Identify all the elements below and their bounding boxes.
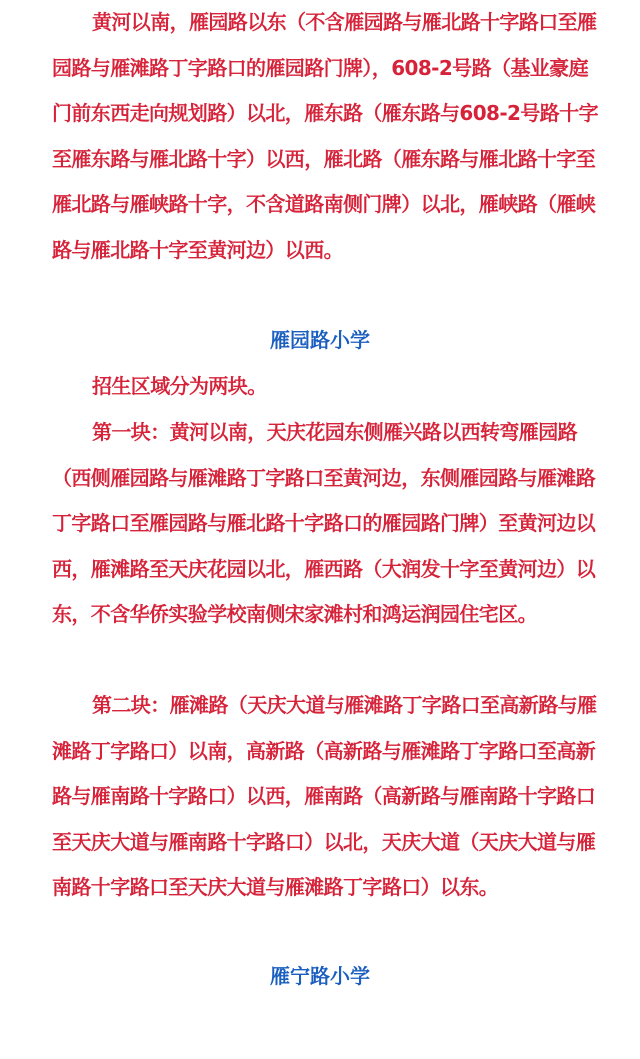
zone-block-two-paragraph: 第二块：雁滩路（天庆大道与雁滩路丁字路口至高新路与雁滩路丁字路口）以南，高新路（高新路与雁滩路丁字路口至高新路与雁南路十字路口）以西，雁南路（高新路与雁南路十字路口至天庆大道与雁南路十字路口）以北，天庆大道（天庆大道与雁南路十字路口至天庆大道与雁滩路丁字路口）以东。 <box>52 693 597 899</box>
zone-block-one-paragraph: 第一块：黄河以南，天庆花园东侧雁兴路以西转弯雁园路（西侧雁园路与雁滩路丁字路口至黄河边，东侧雁园路与雁滩路丁字路口至雁园路与雁北路十字路口的雁园路门牌）至黄河边以西，雁滩路至天庆花园以北，雁西路（大润发十字至黄河边）以东，不含华侨实验学校南侧宋家滩村和鸿运润园住宅区。 <box>52 420 596 626</box>
school-heading-yanyuan-road: 雁园路小学 <box>270 328 370 352</box>
zone-intro-paragraph: 招生区域分为两块。 <box>92 374 267 398</box>
school-heading-yanning-road: 雁宁路小学 <box>270 964 370 988</box>
zone-description-paragraph: 黄河以南，雁园路以东（不含雁园路与雁北路十字路口至雁园路与雁滩路丁字路口的雁园路门牌），608-2号路（基业豪庭门前东西走向规划路）以北，雁东路（雁东路与608-2号路十字至雁东路与雁北路十字）以西，雁北路（雁东路与雁北路十字至雁北路与雁峡路十字，不含道路南侧门牌）以北，雁峡路（雁峡路与雁北路十字至黄河边）以西。 <box>52 10 598 262</box>
